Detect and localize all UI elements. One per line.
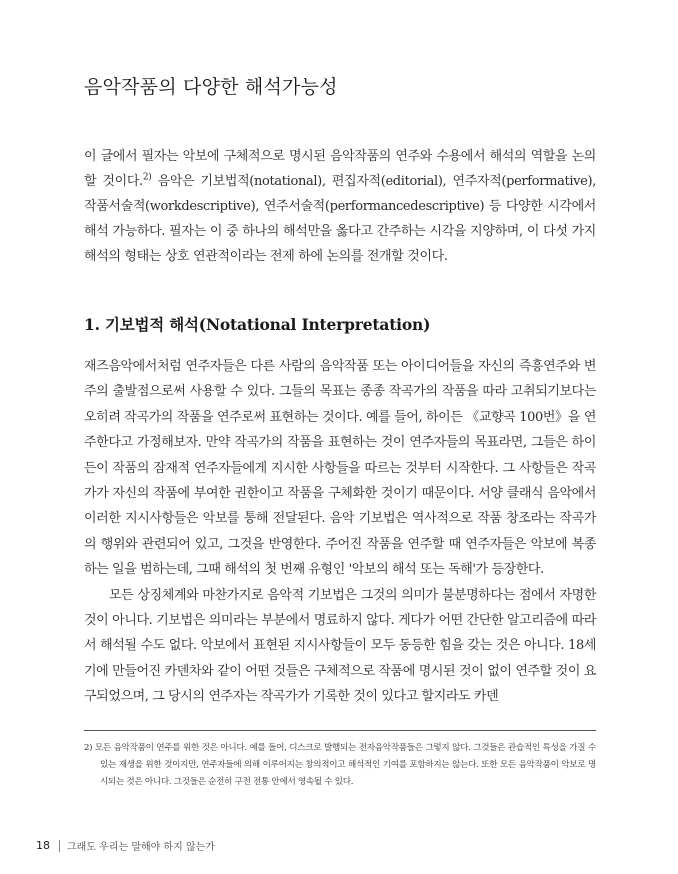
section-heading: 1. 기보법적 해석(Notational Interpretation) xyxy=(84,315,431,334)
intro-text-2: 음악은 기보법적(notational), 편집자적(editorial), 연주자적(performative), 작품서술적(workdescriptive), 연주서술적(performancedescriptive) 등 다양한 시각에서 해석 가능하다. 필자는 이 중 하나의 해석만을 옳다고 간주하는 시각을 지양하며, 이 다섯 가지 해석의 형태는 상호 연관적이라는 전제 하에 논의를 전개할 것이다. xyxy=(84,174,596,264)
section-body xyxy=(84,354,596,710)
footnote-divider xyxy=(84,730,596,731)
body-paragraph-1: 재즈음악에서처럼 연주자들은 다른 사람의 음악작품 또는 아이디어들을 자신의 즉흥연주와 변주의 출발점으로써 사용할 수 있다. 그들의 목표는 종종 작곡가의 작품을 따라 고취되기보다는 오히려 작곡가의 작품을 연주로써 표현하는 것이다. 예를 들어, 하이든 《교향곡 100번》을 연주한다고 가정해보자. 만약 작곡가의 작품을 표현하는 것이 연주자들의 목표라면, 그들은 하이든이 작품의 잠재적 연주자들에게 지시한 사항들을 따르는 것부터 시작한다. 그 사항들은 작곡가가 자신의 작품에 부여한 권한이고 작품을 구체화한 것이기 때문이다. 서양 클래식 음악에서 이러한 지시사항들은 악보를 통해 전달된다. 음악 기보법은 역사적으로 작품 창조라는 작곡가의 행위와 관련되어 있고, 그것을 반영한다. 주어진 작품을 연주할 때 연주자들은 악보에 복종하는 일을 범하는데, 그때 해석의 첫 번째 유형인 '악보의 해석 또는 독해'가 등장한다. xyxy=(84,359,596,578)
footnote-marker[interactable]: 2) xyxy=(142,172,152,183)
intro-text-1: 이 글에서 필자는 악보에 구체적으로 명시된 음악작품의 연주와 수용에서 해석의 역할을 논의할 것이다. xyxy=(84,149,596,189)
page-footer xyxy=(36,838,215,853)
intro-paragraph xyxy=(84,144,596,269)
footnote xyxy=(84,740,596,791)
footer-separator xyxy=(59,840,60,852)
footnote-text: 2) 모든 음악작품이 연주를 위한 것은 아니다. 예를 들어, 디스크로 발행되는 전자음악작품들은 그렇지 않다. 그것들은 관습적인 특성을 가질 수 있는 재생을 위한 것이지만, 연주자들에 의해 이루어지는 창의적이고 해석적인 기여를 포함하지는 않는다. 또한 모든 음악작품이 악보로 명시되는 것은 아니다. 그것들은 순전히 구전 전통 안에서 영속될 수 있다. xyxy=(84,743,596,787)
running-title: 그래도 우리는 말해야 하지 않는가 xyxy=(67,842,215,853)
body-paragraph-2: 모든 상징체계와 마찬가지로 음악적 기보법은 그것의 의미가 불분명하다는 점에서 자명한 것이 아니다. 기보법은 의미라는 부분에서 명료하지 않다. 게다가 어떤 간단한 알고리즘에 따라서 해석될 수도 없다. 악보에서 표현된 지시사항들이 모두 동등한 힘을 갖는 것은 아니다. 18세기에 만들어진 카덴차와 같이 어떤 것들은 구체적으로 작품에 명시된 것이 없이 연주할 것이 요구되었으며, 그 당시의 연주자는 작곡가가 기록한 것이 있다고 할지라도 카덴 xyxy=(84,587,596,705)
page-number: 18 xyxy=(36,839,50,852)
chapter-title: 음악작품의 다양한 해석가능성 xyxy=(84,76,338,98)
